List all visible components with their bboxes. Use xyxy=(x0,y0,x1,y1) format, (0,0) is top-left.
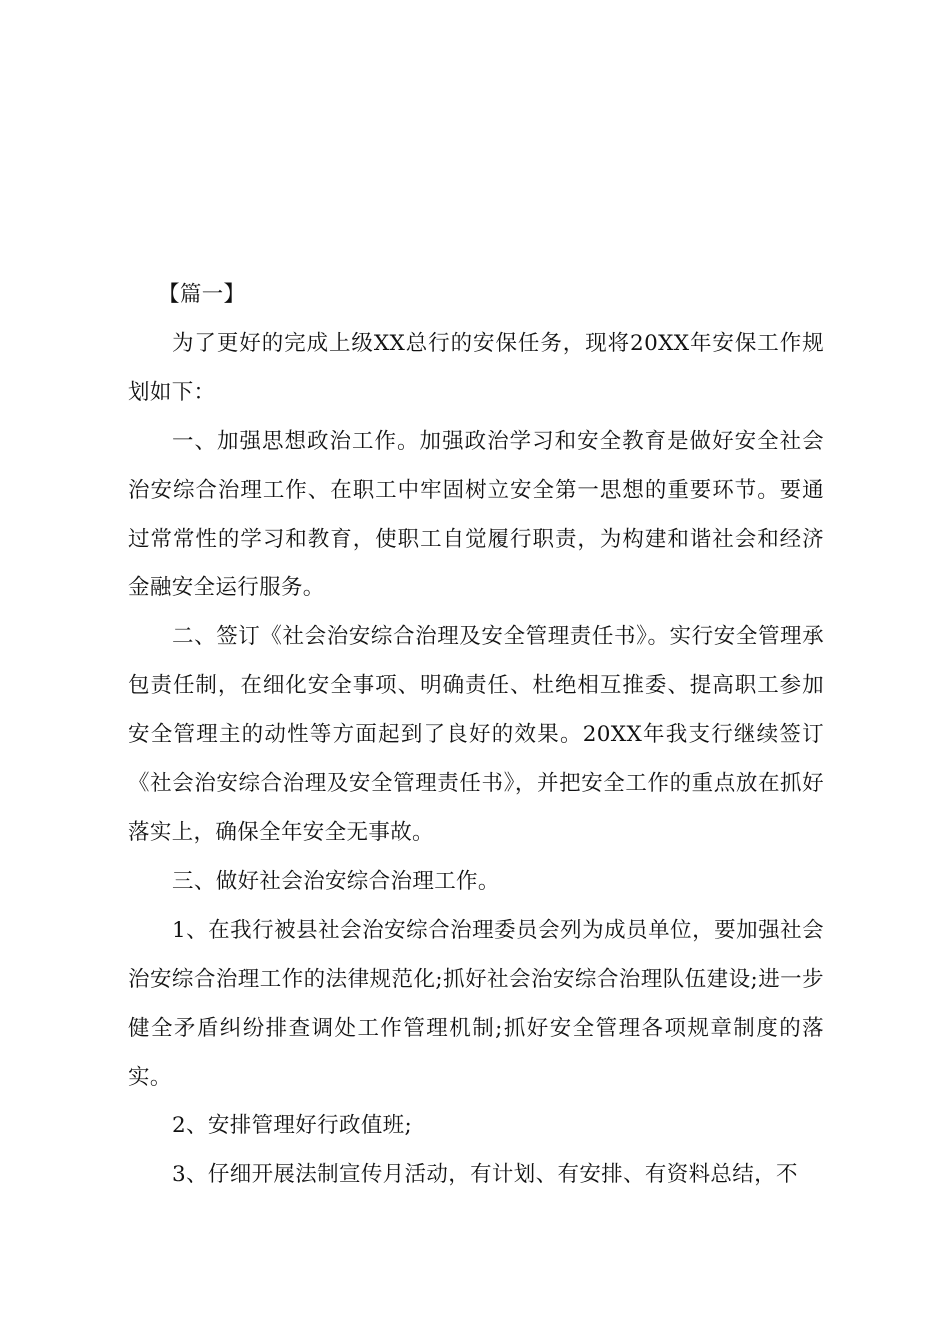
paragraph-intro: 为了更好的完成上级XX总行的安保任务，现将20XX年安保工作规划如下： xyxy=(128,330,824,405)
document-page xyxy=(128,0,824,1344)
section-title: 【篇一】 xyxy=(158,282,246,307)
paragraph-item-2: 二、签订《社会治安综合治理及安全管理责任书》。实行安全管理承包责任制，在细化安全事项、明确责任、杜绝相互推委、提高职工参加安全管理主的动性等方面起到了良好的效果。20XX年我支行继续签订《社会治安综合治理及安全管理责任书》，并把安全工作的重点放在抓好落实上，确保全年安全无事故。 xyxy=(128,624,824,845)
paragraph-subitem-2: 2、安排管理好行政值班; xyxy=(172,1113,413,1139)
paragraph-subitem-3: 3、仔细开展法制宣传月活动，有计划、有安排、有资料总结，不 xyxy=(172,1162,798,1188)
document-body xyxy=(128,271,824,1200)
paragraph-subitem-1: 1、在我行被县社会治安综合治理委员会列为成员单位，要加强社会治安综合治理工作的法律规范化;抓好社会治安综合治理队伍建设;进一步健全矛盾纠纷排查调处工作管理机制;抓好安全管理各项规章制度的落实。 xyxy=(128,917,824,1090)
paragraph-item-1: 一、加强思想政治工作。加强政治学习和安全教育是做好安全社会治安综合治理工作、在职工中牢固树立安全第一思想的重要环节。要通过常常性的学习和教育，使职工自觉履行职责，为构建和谐社会和经济金融安全运行服务。 xyxy=(128,428,824,601)
paragraph-item-3: 三、做好社会治安综合治理工作。 xyxy=(172,868,500,894)
